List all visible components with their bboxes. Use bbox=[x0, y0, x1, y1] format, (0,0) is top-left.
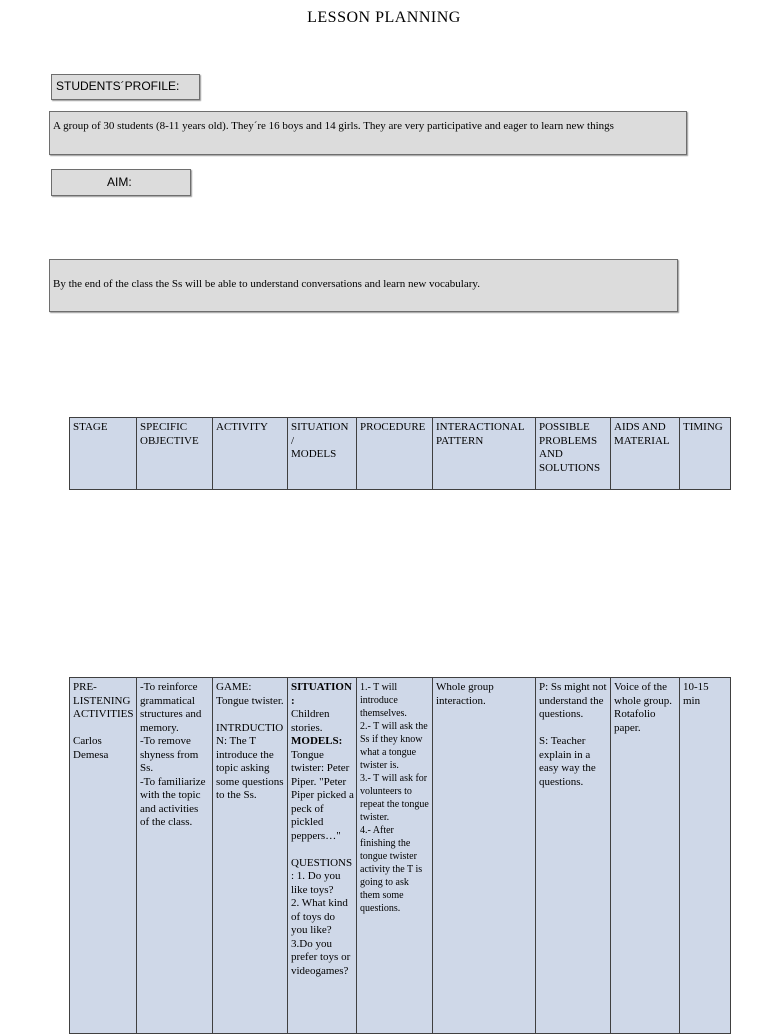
situation-text: Children stories. bbox=[291, 708, 330, 734]
table-row bbox=[70, 678, 731, 1034]
students-profile-text: A group of 30 students (8-11 years old). They´re 16 boys and 14 girls. They are very participative and eager to learn new things bbox=[49, 111, 687, 155]
header-possible-problems: POSSIBLE PROBLEMS AND SOLUTIONS bbox=[536, 418, 611, 490]
header-row bbox=[70, 418, 731, 490]
cell-aids-material: Voice of the whole group. Rotafolio paper. bbox=[611, 678, 680, 1034]
header-procedure: PROCEDURE bbox=[357, 418, 433, 490]
header-timing: TIMING bbox=[680, 418, 731, 490]
cell-activity: GAME: Tongue twister. INTRDUCTION: The T introduce the topic asking some questions to the Ss. bbox=[213, 678, 288, 1034]
lesson-table-header bbox=[69, 417, 731, 490]
cell-procedure: 1.- T will introduce themselves. 2.- T will ask the Ss if they know what a tongue twister is. 3.- T will ask for volunteers to repeat the tongue twister. 4.- After finishing the tongue twister activity the T is going to ask them some questions. bbox=[357, 678, 433, 1034]
lesson-table-row bbox=[69, 677, 731, 1034]
situation-label: SITUATION: bbox=[291, 681, 352, 707]
cell-problems-solutions: P: Ss might not understand the questions. S: Teacher explain in a easy way the questions. bbox=[536, 678, 611, 1034]
page-title: LESSON PLANNING bbox=[307, 9, 461, 26]
models-text: Tongue twister: Peter Piper. "Peter Piper picked a peck of pickled peppers…" QUESTIONS: 1. Do you like toys? 2. What kind of toys do you like? 3.Do you prefer toys or videogames? bbox=[291, 748, 354, 977]
header-interactional-pattern: INTERACTIONAL PATTERN bbox=[433, 418, 536, 490]
cell-timing: 10-15 min bbox=[680, 678, 731, 1034]
aim-text: By the end of the class the Ss will be able to understand conversations and learn new vocabulary. bbox=[49, 259, 678, 312]
students-profile-label: STUDENTS´PROFILE: bbox=[51, 74, 200, 100]
header-specific-objective: SPECIFIC OBJECTIVE bbox=[137, 418, 213, 490]
models-label: MODELS: bbox=[291, 735, 343, 747]
header-aids-material: AIDS AND MATERIAL bbox=[611, 418, 680, 490]
header-activity: ACTIVITY bbox=[213, 418, 288, 490]
aim-label: AIM: bbox=[51, 169, 191, 196]
header-stage: STAGE bbox=[70, 418, 137, 490]
header-situation-models: SITUATION / MODELS bbox=[288, 418, 357, 490]
cell-stage: PRE-LISTENING ACTIVITIES Carlos Demesa bbox=[70, 678, 137, 1034]
cell-objective: -To reinforce grammatical structures and memory. -To remove shyness from Ss. -To familiarize with the topic and activities of the class. bbox=[137, 678, 213, 1034]
cell-situation-models bbox=[288, 678, 357, 1034]
cell-interaction: Whole group interaction. bbox=[433, 678, 536, 1034]
